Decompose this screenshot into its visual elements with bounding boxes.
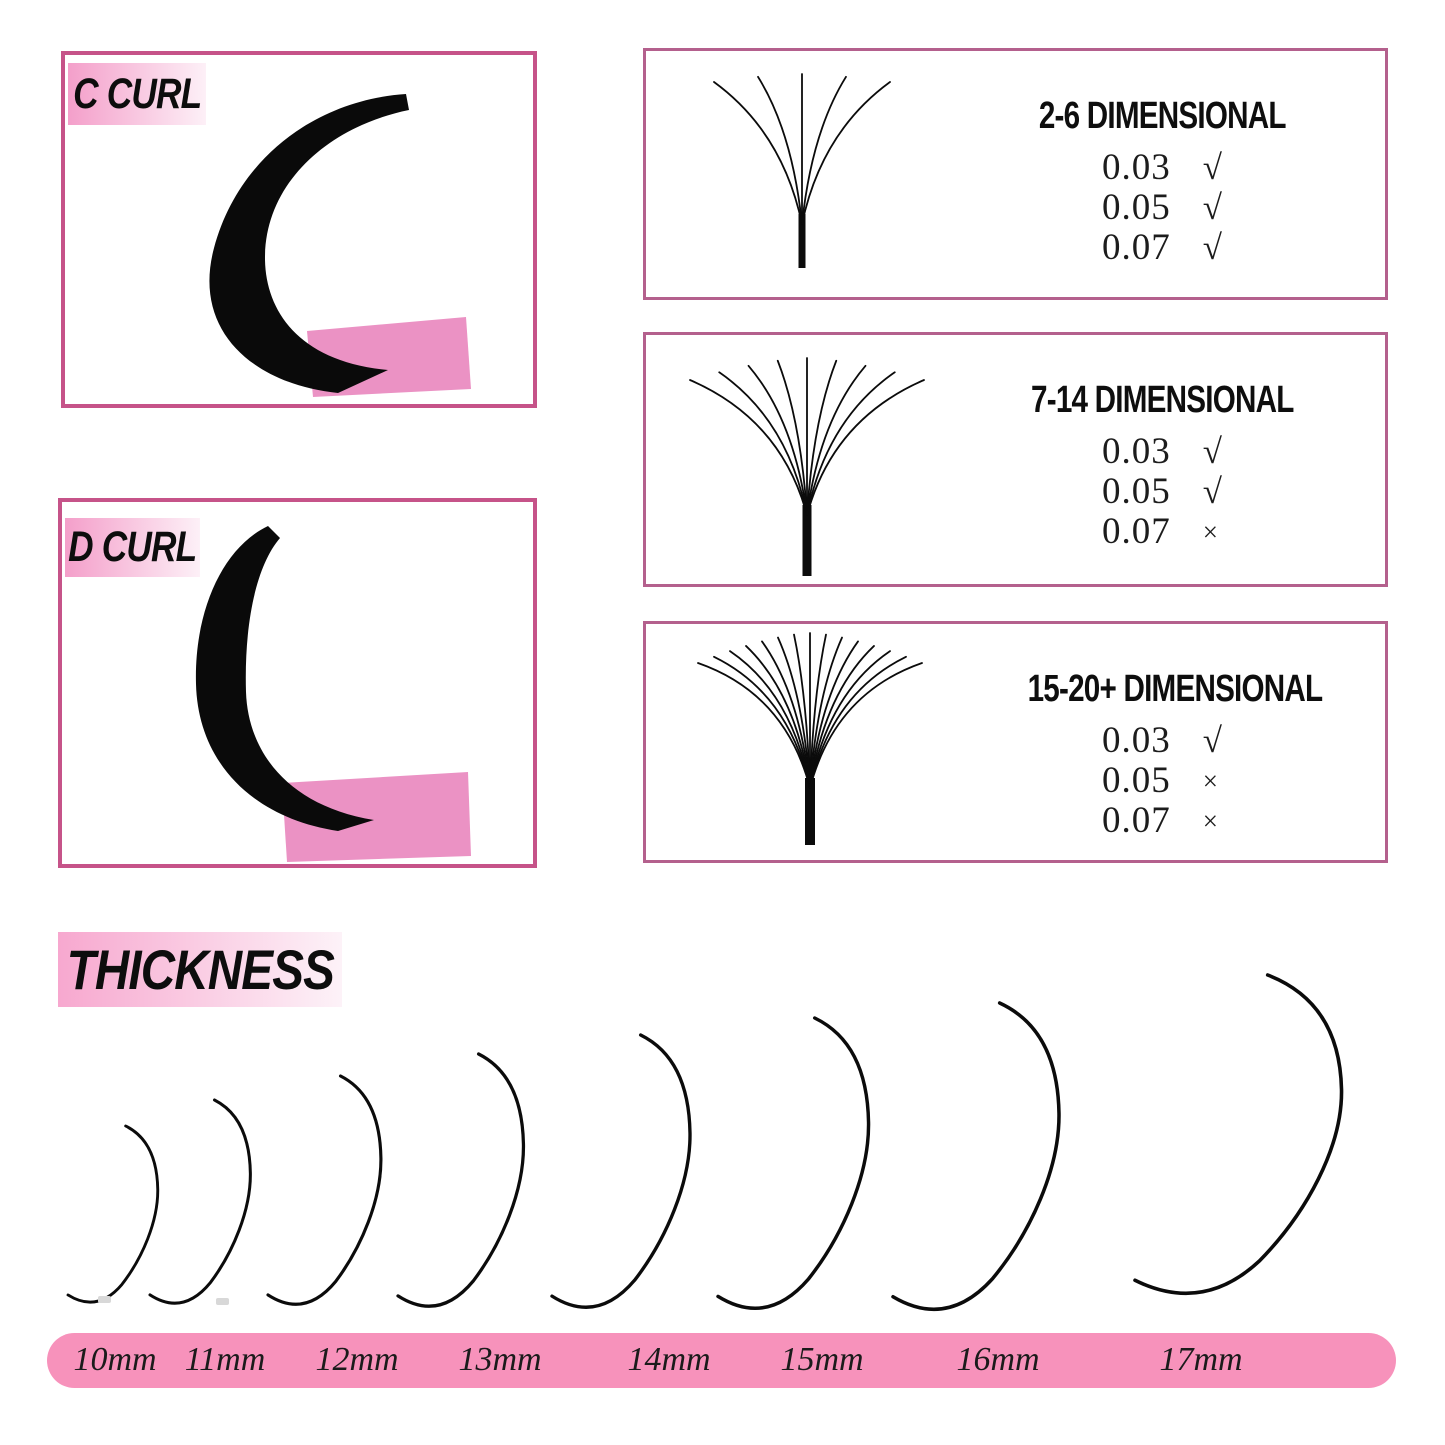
length-label-12mm: 12mm bbox=[315, 1340, 399, 1378]
length-label-16mm: 16mm bbox=[956, 1340, 1040, 1378]
c-curl-label: C CURL bbox=[72, 69, 202, 118]
dimension-title: 7-14 DIMENSIONAL bbox=[1030, 379, 1294, 421]
dimension-rows bbox=[1102, 432, 1222, 552]
size-value: 0.07 bbox=[1102, 227, 1171, 268]
tape-bead bbox=[98, 1296, 111, 1303]
compatibility-mark: × bbox=[1202, 806, 1218, 836]
compatibility-mark: √ bbox=[1202, 472, 1222, 511]
length-label-10mm: 10mm bbox=[73, 1340, 157, 1378]
length-label-15mm: 15mm bbox=[780, 1340, 864, 1378]
thickness-title: THICKNESS bbox=[66, 938, 334, 1001]
thickness-title-band bbox=[58, 932, 342, 1007]
c-curl-label-band bbox=[68, 63, 206, 125]
size-value: 0.07 bbox=[1102, 800, 1171, 841]
compatibility-mark: √ bbox=[1202, 721, 1222, 760]
d-curl-label-band bbox=[65, 518, 200, 577]
size-value: 0.03 bbox=[1102, 431, 1171, 472]
d-curl-label: D CURL bbox=[68, 523, 197, 571]
dimension-box-2-6-text bbox=[986, 95, 1338, 268]
dimension-box-7-14 bbox=[643, 332, 1388, 587]
dimension-rows bbox=[1102, 148, 1222, 268]
tape-bead bbox=[216, 1298, 229, 1305]
compatibility-mark: √ bbox=[1202, 148, 1222, 187]
dimension-title: 2-6 DIMENSIONAL bbox=[1038, 95, 1286, 137]
size-value: 0.05 bbox=[1102, 471, 1171, 512]
compatibility-mark: √ bbox=[1202, 188, 1222, 227]
dimension-box-2-6 bbox=[643, 48, 1388, 300]
length-label-17mm: 17mm bbox=[1159, 1340, 1243, 1378]
length-curves bbox=[68, 975, 1342, 1309]
length-label-11mm: 11mm bbox=[184, 1340, 266, 1378]
length-label-13mm: 13mm bbox=[458, 1340, 542, 1378]
size-value: 0.07 bbox=[1102, 511, 1171, 552]
length-label-14mm: 14mm bbox=[627, 1340, 711, 1378]
compatibility-mark: × bbox=[1202, 517, 1218, 547]
dimension-box-15-20 bbox=[643, 621, 1388, 863]
compatibility-mark: √ bbox=[1202, 432, 1222, 471]
length-scale-bar bbox=[47, 1333, 1396, 1388]
compatibility-mark: √ bbox=[1202, 228, 1222, 267]
size-value: 0.05 bbox=[1102, 187, 1171, 228]
size-value: 0.03 bbox=[1102, 147, 1171, 188]
dimension-rows bbox=[1102, 721, 1222, 841]
dimension-box-15-20-text bbox=[986, 668, 1338, 841]
dimension-title: 15-20+ DIMENSIONAL bbox=[1027, 668, 1323, 710]
size-value: 0.03 bbox=[1102, 720, 1171, 761]
dimension-box-7-14-text bbox=[986, 379, 1338, 552]
size-value: 0.05 bbox=[1102, 760, 1171, 801]
compatibility-mark: × bbox=[1202, 766, 1218, 796]
